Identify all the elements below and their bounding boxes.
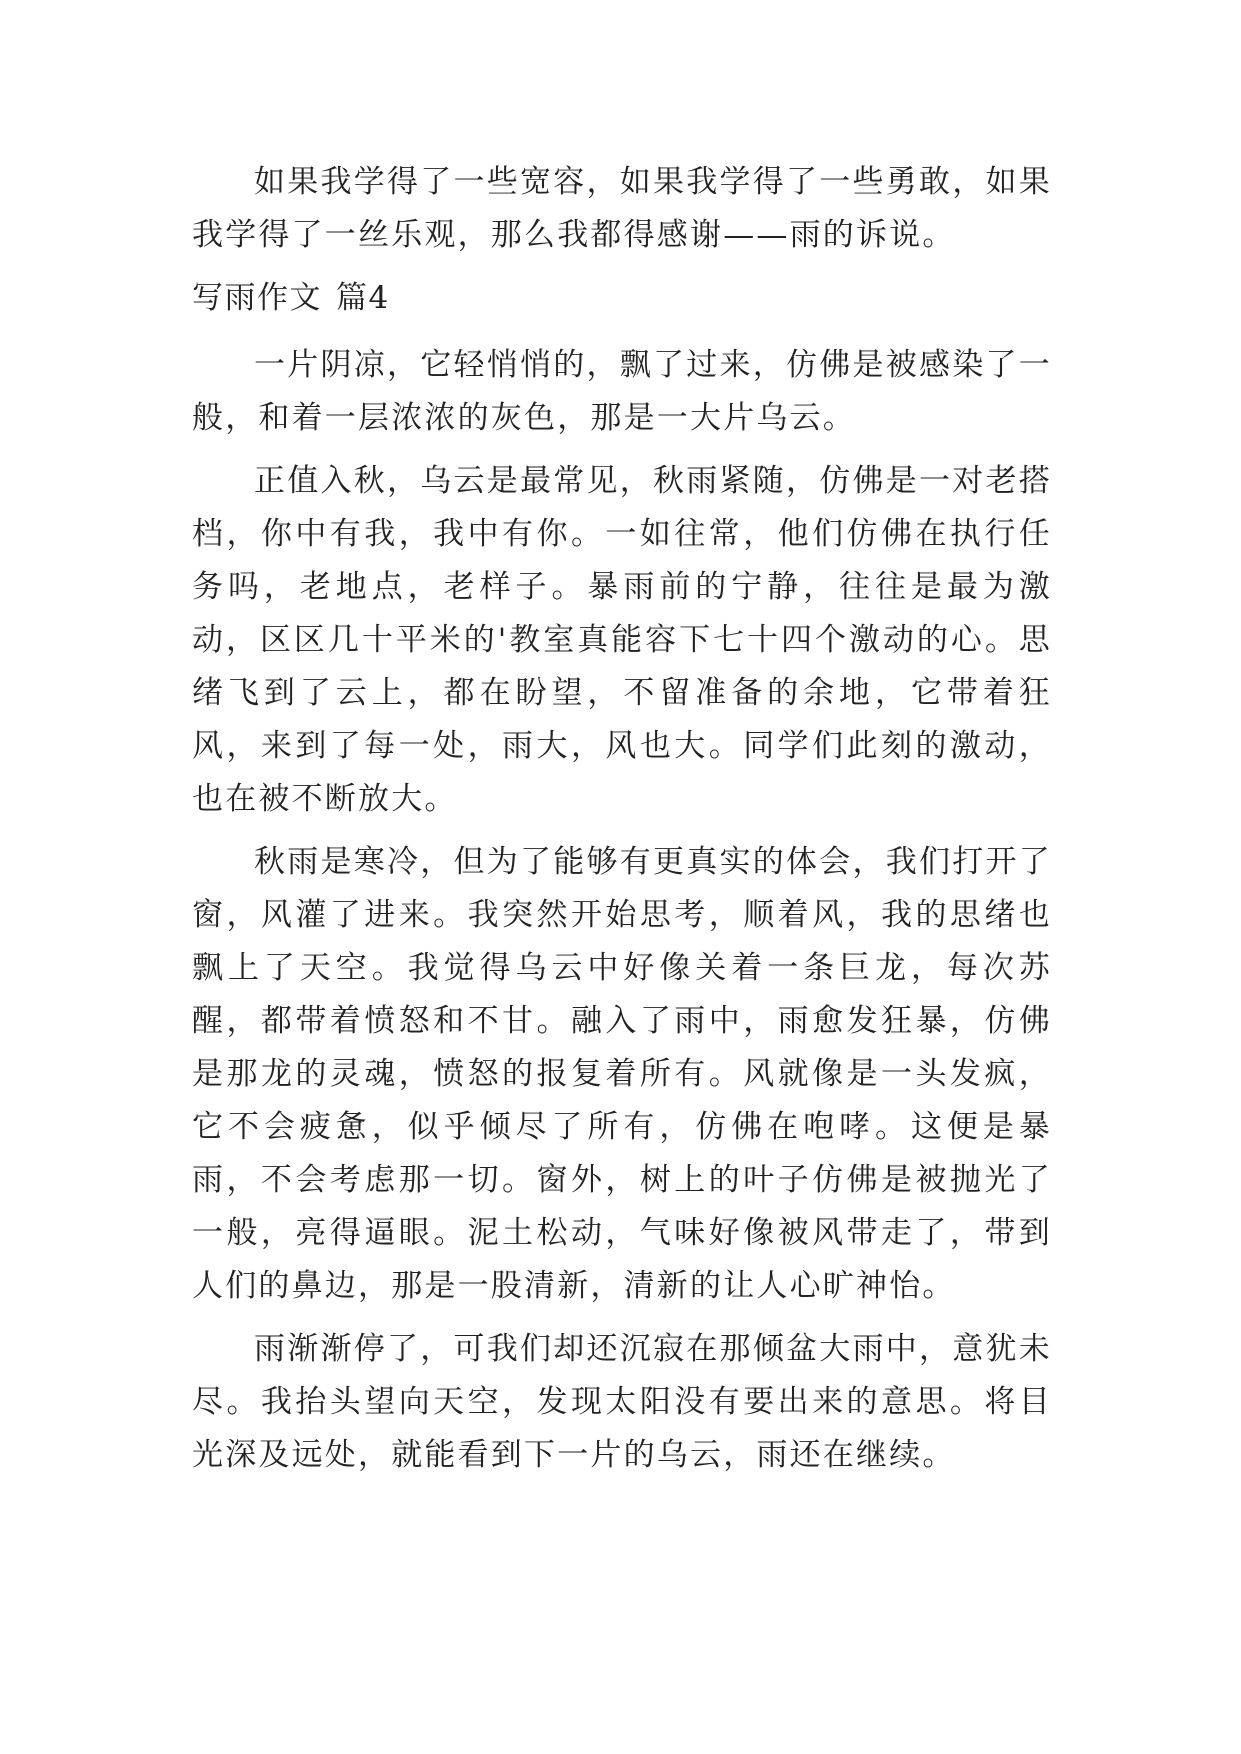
section-number: 篇4: [336, 280, 390, 316]
paragraph-4: 雨渐渐停了，可我们却还沉寂在那倾盆大雨中，意犹未尽。我抬头望向天空，发现太阳没有要出来的意思。将目光深及远处，就能看到下一片的乌云，雨还在继续。: [192, 1331, 1052, 1473]
section-title: 写雨作文: [192, 280, 322, 316]
paragraph-intro: 如果我学得了一些宽容，如果我学得了一些勇敢，如果我学得了一丝乐观，那么我都得感谢——雨的诉说。: [192, 164, 1052, 253]
document-body: [192, 156, 1052, 1492]
section-heading: [192, 272, 1052, 325]
paragraph-1: 一片阴凉，它轻悄悄的，飘了过来，仿佛是被感染了一般，和着一层浓浓的灰色，那是一大片乌云。: [192, 347, 1052, 436]
paragraph-3: 秋雨是寒冷，但为了能够有更真实的体会，我们打开了窗，风灌了进来。我突然开始思考，顺着风，我的思绪也飘上了天空。我觉得乌云中好像关着一条巨龙，每次苏醒，都带着愤怒和不甘。融入了雨中，雨愈发狂暴，仿佛是那龙的灵魂，愤怒的报复着所有。风就像是一头发疯，它不会疲惫，似乎倾尽了所有，仿佛在咆哮。这便是暴雨，不会考虑那一切。窗外，树上的叶子仿佛是被抛光了一般，亮得逼眼。泥土松动，气味好像被风带走了，带到人们的鼻边，那是一股清新，清新的让人心旷神怡。: [192, 844, 1052, 1304]
paragraph-2: 正值入秋，乌云是最常见，秋雨紧随，仿佛是一对老搭档，你中有我，我中有你。一如往常，他们仿佛在执行任务吗，老地点，老样子。暴雨前的宁静，往往是最为激动，区区几十平米的'教室真能容下七十四个激动的心。思绪飞到了云上，都在盼望，不留准备的余地，它带着狂风，来到了每一处，雨大，风也大。同学们此刻的激动，也在被不断放大。: [192, 463, 1052, 817]
